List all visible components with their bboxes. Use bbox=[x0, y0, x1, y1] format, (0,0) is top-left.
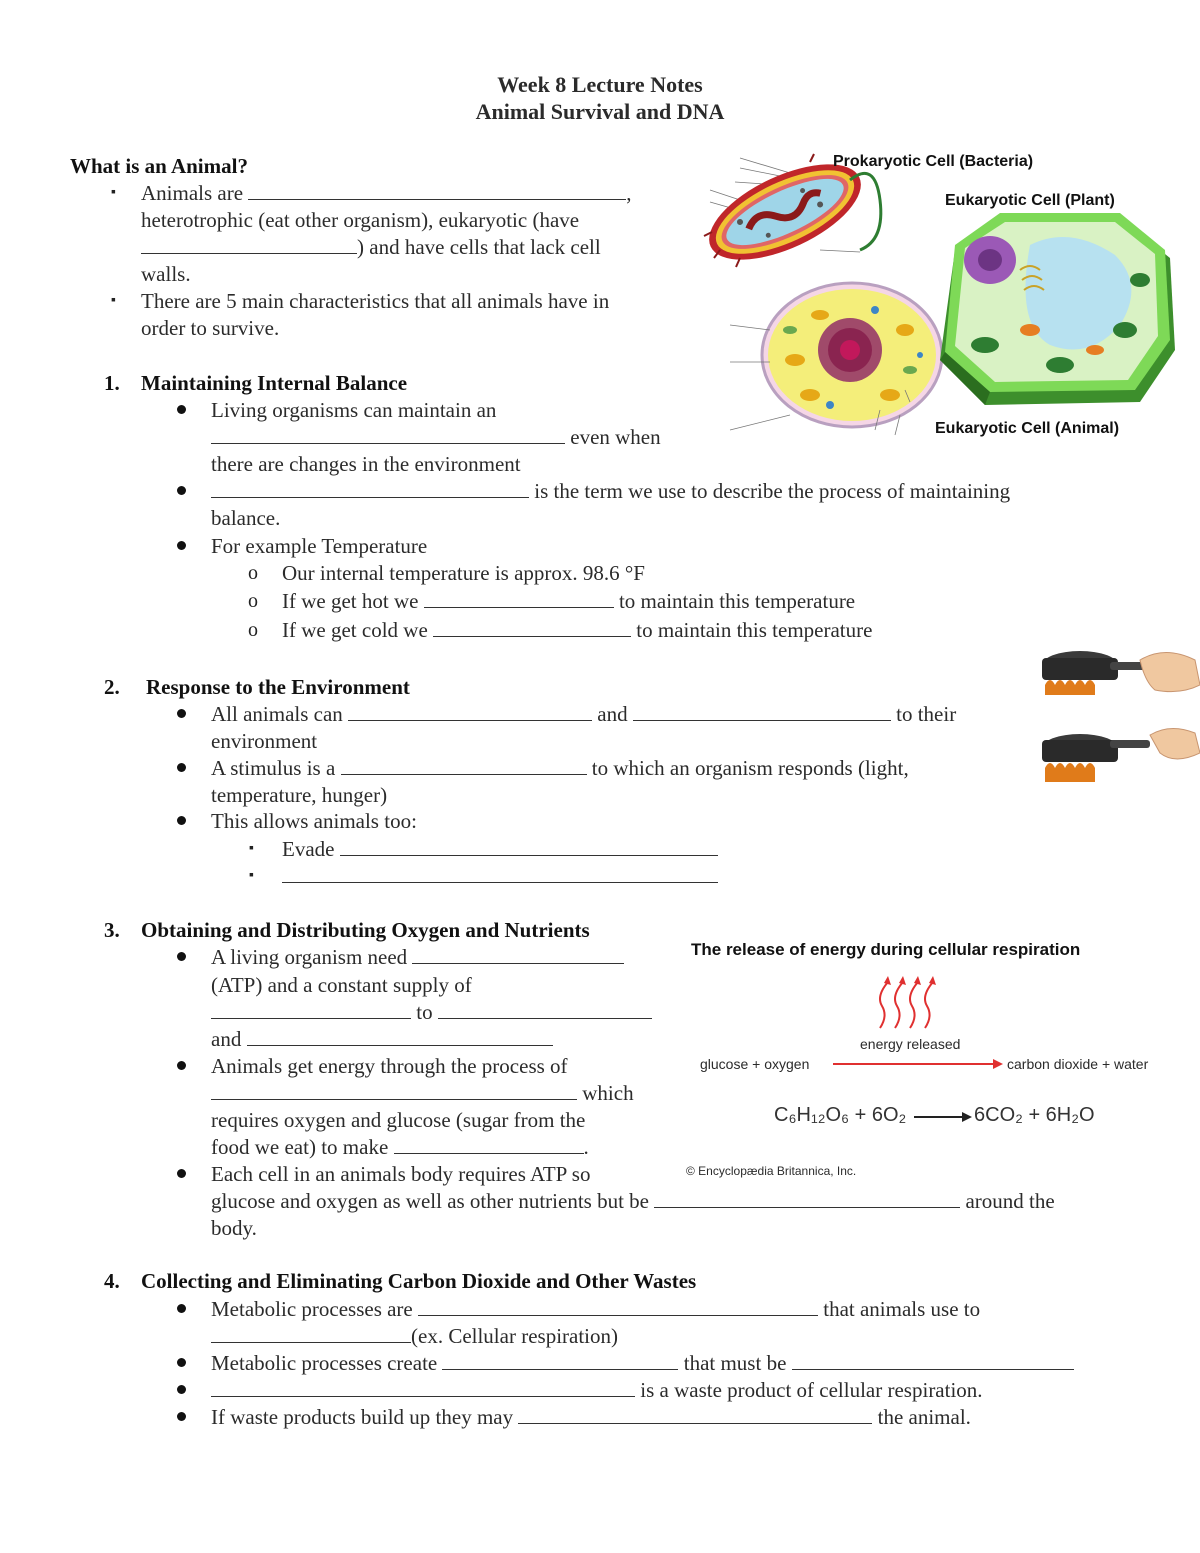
s1-line: even when bbox=[211, 424, 661, 450]
bullet-circle: o bbox=[248, 619, 258, 641]
hot-pan-figure bbox=[1040, 640, 1200, 805]
section-heading: Response to the Environment bbox=[146, 675, 410, 699]
bullet-dot bbox=[177, 541, 186, 550]
s4-line: is a waste product of cellular respiration. bbox=[211, 1377, 983, 1403]
s3-line: A living organism need bbox=[211, 944, 624, 970]
intro-heading: What is an Animal? bbox=[70, 154, 248, 178]
blank[interactable] bbox=[341, 756, 587, 775]
bullet-square: ▪ bbox=[249, 841, 254, 856]
blank[interactable] bbox=[792, 1351, 1074, 1370]
s2-line: A stimulus is a to which an organism responds (light, bbox=[211, 756, 909, 780]
blank[interactable] bbox=[438, 1000, 652, 1019]
section-number: 4. bbox=[104, 1269, 120, 1293]
s2-line: All animals can and to their bbox=[211, 702, 957, 726]
label-animal: Eukaryotic Cell (Animal) bbox=[935, 420, 1120, 437]
respiration-figure bbox=[686, 935, 1180, 1185]
s1-subline: Our internal temperature is approx. 98.6 °F bbox=[282, 561, 645, 585]
section-heading: Maintaining Internal Balance bbox=[141, 371, 408, 395]
s3-line: and bbox=[211, 1026, 553, 1052]
s4-line: If waste products build up they may the animal. bbox=[211, 1405, 971, 1429]
blank[interactable] bbox=[340, 837, 718, 856]
s4-line: Metabolic processes are that animals use to bbox=[211, 1297, 981, 1321]
s2-line: environment bbox=[211, 729, 318, 753]
bullet-dot bbox=[177, 1061, 186, 1070]
blank[interactable] bbox=[211, 1378, 635, 1397]
section-number: 3. bbox=[104, 918, 120, 942]
s2-line: temperature, hunger) bbox=[211, 783, 388, 807]
blank[interactable] bbox=[282, 864, 718, 883]
bullet-square: ▪ bbox=[249, 868, 254, 883]
reaction-arrow-icon bbox=[833, 1057, 1003, 1071]
blank[interactable] bbox=[211, 479, 529, 498]
blank[interactable] bbox=[247, 1027, 553, 1046]
bullet-dot bbox=[177, 486, 186, 495]
section-heading: Collecting and Eliminating Carbon Dioxide and Other Wastes bbox=[141, 1269, 697, 1293]
s4-line: Metabolic processes create that must be bbox=[211, 1350, 1074, 1376]
s1-subline: If we get cold we to maintain this temperature bbox=[282, 618, 873, 642]
blank[interactable] bbox=[394, 1135, 584, 1154]
blank[interactable] bbox=[211, 425, 565, 444]
section-heading: Obtaining and Distributing Oxygen and Nutrients bbox=[141, 918, 590, 942]
s3-line: body. bbox=[211, 1216, 257, 1240]
intro-line: Animals are , bbox=[141, 181, 632, 205]
s1-line: is the term we use to describe the process of maintaining bbox=[211, 478, 1010, 504]
blank[interactable] bbox=[633, 702, 891, 721]
products-label: carbon dioxide + water bbox=[1007, 1056, 1149, 1072]
bullet-square: ▪ bbox=[111, 185, 116, 200]
s1-line: For example Temperature bbox=[211, 534, 428, 558]
blank[interactable] bbox=[518, 1405, 872, 1424]
bullet-circle: o bbox=[248, 562, 258, 584]
s3-line: Each cell in an animals body requires ATP so bbox=[211, 1162, 591, 1186]
intro-line: heterotrophic (eat other organism), eukaryotic (have bbox=[141, 208, 580, 232]
blank[interactable] bbox=[433, 618, 631, 637]
bullet-dot bbox=[177, 1304, 186, 1313]
blank[interactable] bbox=[442, 1351, 678, 1370]
blank[interactable] bbox=[141, 235, 357, 254]
s1-line: Living organisms can maintain an bbox=[211, 398, 497, 422]
bullet-dot bbox=[177, 816, 186, 825]
s1-line: balance. bbox=[211, 506, 281, 530]
s3-line: food we eat) to make . bbox=[211, 1135, 589, 1159]
section-number: 2. bbox=[104, 675, 120, 699]
bullet-dot bbox=[177, 709, 186, 718]
blank[interactable] bbox=[418, 1297, 818, 1316]
respiration-title: The release of energy during cellular respiration bbox=[691, 940, 1081, 959]
label-prokaryotic: Prokaryotic Cell (Bacteria) bbox=[833, 153, 1034, 170]
page-title: Week 8 Lecture Notes bbox=[497, 72, 703, 97]
s2-subline: Evade bbox=[282, 836, 718, 862]
s3-line: to bbox=[211, 999, 652, 1025]
energy-released-label: energy released bbox=[860, 1036, 961, 1052]
intro-line: ) and have cells that lack cell bbox=[141, 234, 601, 260]
blank[interactable] bbox=[348, 702, 592, 721]
blank[interactable] bbox=[424, 589, 614, 608]
hot-pan-illustration bbox=[1040, 640, 1200, 805]
s3-line: requires oxygen and glucose (sugar from the bbox=[211, 1108, 586, 1132]
section-number: 1. bbox=[104, 371, 120, 395]
blank[interactable] bbox=[211, 1081, 577, 1100]
s3-line: Animals get energy through the process of bbox=[211, 1054, 568, 1078]
intro-line: order to survive. bbox=[141, 316, 280, 340]
bullet-dot bbox=[177, 952, 186, 961]
equation-right: 6CO₂ + 6H₂O bbox=[974, 1104, 1095, 1126]
figure-credit: © Encyclopædia Britannica, Inc. bbox=[686, 1164, 857, 1178]
equation-arrow-icon bbox=[914, 1111, 972, 1123]
bullet-dot bbox=[177, 405, 186, 414]
s3-line: (ATP) and a constant supply of bbox=[211, 973, 472, 997]
s1-line: there are changes in the environment bbox=[211, 452, 521, 476]
s2-line: This allows animals too: bbox=[211, 809, 417, 833]
s3-line: glucose and oxygen as well as other nutrients but be around the bbox=[211, 1189, 1055, 1213]
intro-line: There are 5 main characteristics that all animals have in bbox=[141, 289, 610, 313]
equation-left: C₆H₁₂O₆ + 6O₂ bbox=[774, 1104, 907, 1126]
cells-figure bbox=[700, 140, 1180, 450]
cells-illustration bbox=[700, 140, 1180, 450]
intro-line: walls. bbox=[141, 262, 191, 286]
blank[interactable] bbox=[654, 1189, 960, 1208]
bullet-dot bbox=[177, 1412, 186, 1421]
label-plant: Eukaryotic Cell (Plant) bbox=[945, 192, 1115, 209]
energy-arrows-icon bbox=[875, 973, 945, 1033]
s1-subline: If we get hot we to maintain this temperature bbox=[282, 589, 856, 613]
bullet-square: ▪ bbox=[111, 293, 116, 308]
s2-subline bbox=[282, 863, 718, 889]
bullet-circle: o bbox=[248, 590, 258, 612]
blank[interactable] bbox=[412, 945, 624, 964]
bullet-dot bbox=[177, 1358, 186, 1367]
s3-line: which bbox=[211, 1080, 634, 1106]
bullet-dot bbox=[177, 1385, 186, 1394]
reactants-label: glucose + oxygen bbox=[700, 1056, 810, 1072]
bullet-dot bbox=[177, 1169, 186, 1178]
s4-line: (ex. Cellular respiration) bbox=[211, 1323, 618, 1349]
blank[interactable] bbox=[248, 181, 626, 200]
bullet-dot bbox=[177, 763, 186, 772]
blank[interactable] bbox=[211, 1324, 411, 1343]
blank[interactable] bbox=[211, 1000, 411, 1019]
page-subtitle: Animal Survival and DNA bbox=[475, 99, 725, 124]
